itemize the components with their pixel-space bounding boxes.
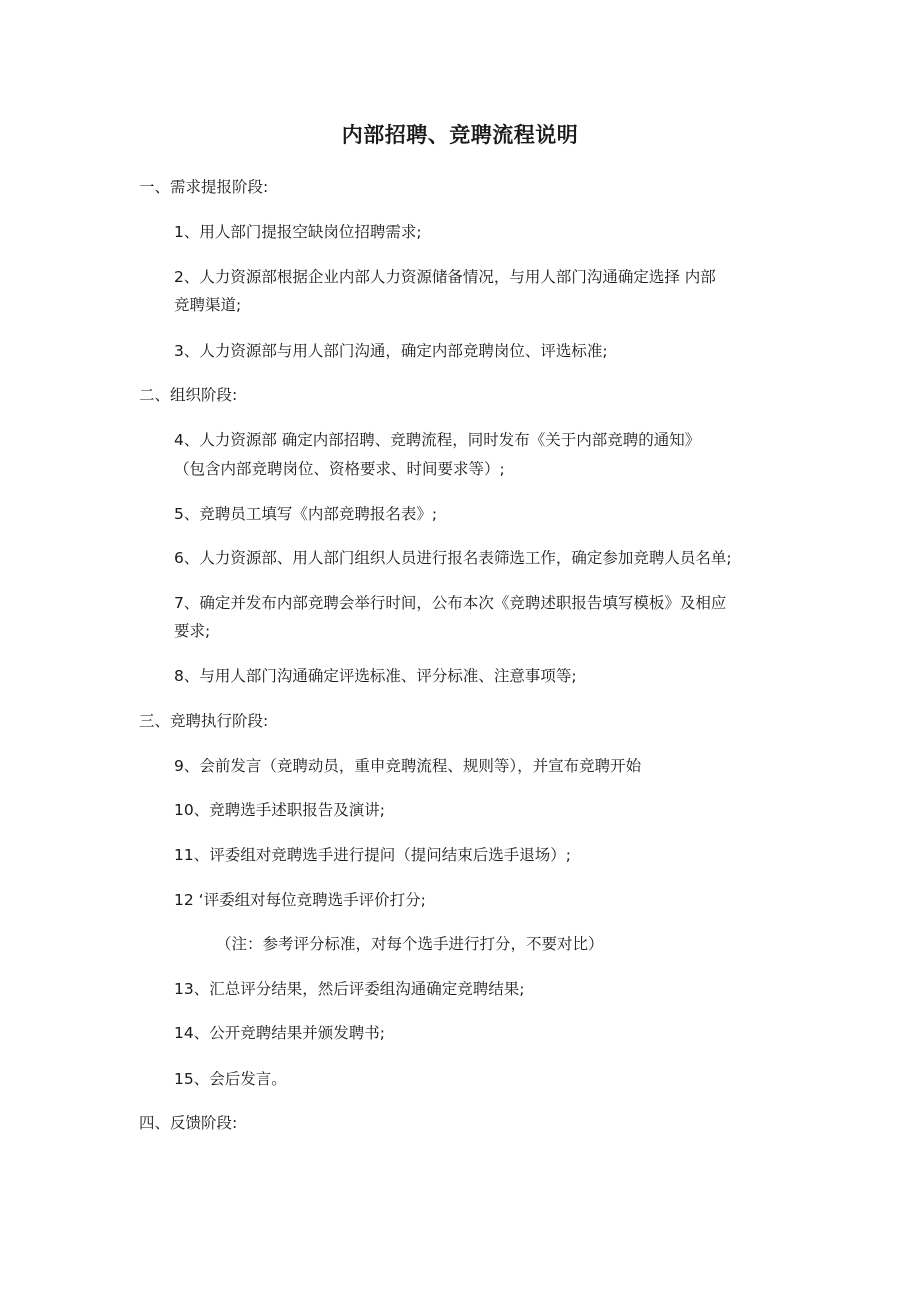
- list-item-7: 7、确定并发布内部竞聘会举行时间，公布本次《竞聘述职报告填写模板》及相应: [174, 594, 727, 612]
- list-item-4: 4、人力资源部 确定内部招聘、竞聘流程，同时发布《关于内部竞聘的通知》: [174, 431, 701, 449]
- section-heading-2: 二、组织阶段:: [139, 386, 238, 404]
- list-item-8: 8、与用人部门沟通确定评选标准、评分标准、注意事项等;: [174, 667, 577, 685]
- list-item-2: 2、人力资源部根据企业内部人力资源储备情况，与用人部门沟通确定选择 内部: [174, 268, 716, 286]
- list-item-2-cont: 竞聘渠道;: [174, 296, 242, 314]
- list-item-12: 12 ‘评委组对每位竞聘选手评价打分;: [174, 891, 426, 909]
- list-item-1: 1、用人部门提报空缺岗位招聘需求;: [174, 223, 422, 241]
- list-item-14: 14、公开竞聘结果并颁发聘书;: [174, 1024, 385, 1042]
- section-heading-1: 一、需求提报阶段:: [139, 178, 269, 196]
- list-item-15: 15、会后发言。: [174, 1070, 287, 1088]
- list-item-9: 9、会前发言（竞聘动员，重申竞聘流程、规则等），并宣布竞聘开始: [174, 757, 642, 775]
- list-item-10: 10、竞聘选手述职报告及演讲;: [174, 801, 385, 819]
- list-item-6: 6、人力资源部、用人部门组织人员进行报名表筛选工作，确定参加竞聘人员名单;: [174, 549, 732, 567]
- list-item-4-cont: （包含内部竞聘岗位、资格要求、时间要求等）;: [174, 460, 505, 478]
- document-title: 内部招聘、竞聘流程说明: [341, 123, 579, 147]
- section-heading-4: 四、反馈阶段:: [139, 1114, 238, 1132]
- list-item-5: 5、竞聘员工填写《内部竞聘报名表》;: [174, 505, 438, 523]
- list-item-11: 11、评委组对竞聘选手进行提问（提问结束后选手退场）;: [174, 846, 571, 864]
- section-heading-3: 三、竞聘执行阶段:: [139, 712, 269, 730]
- list-item-3: 3、人力资源部与用人部门沟通，确定内部竞聘岗位、评选标准;: [174, 342, 608, 360]
- list-item-7-cont: 要求;: [174, 622, 211, 640]
- scoring-note: （注：参考评分标准，对每个选手进行打分，不要对比）: [216, 935, 604, 953]
- list-item-13: 13、汇总评分结果，然后评委组沟通确定竞聘结果;: [174, 980, 525, 998]
